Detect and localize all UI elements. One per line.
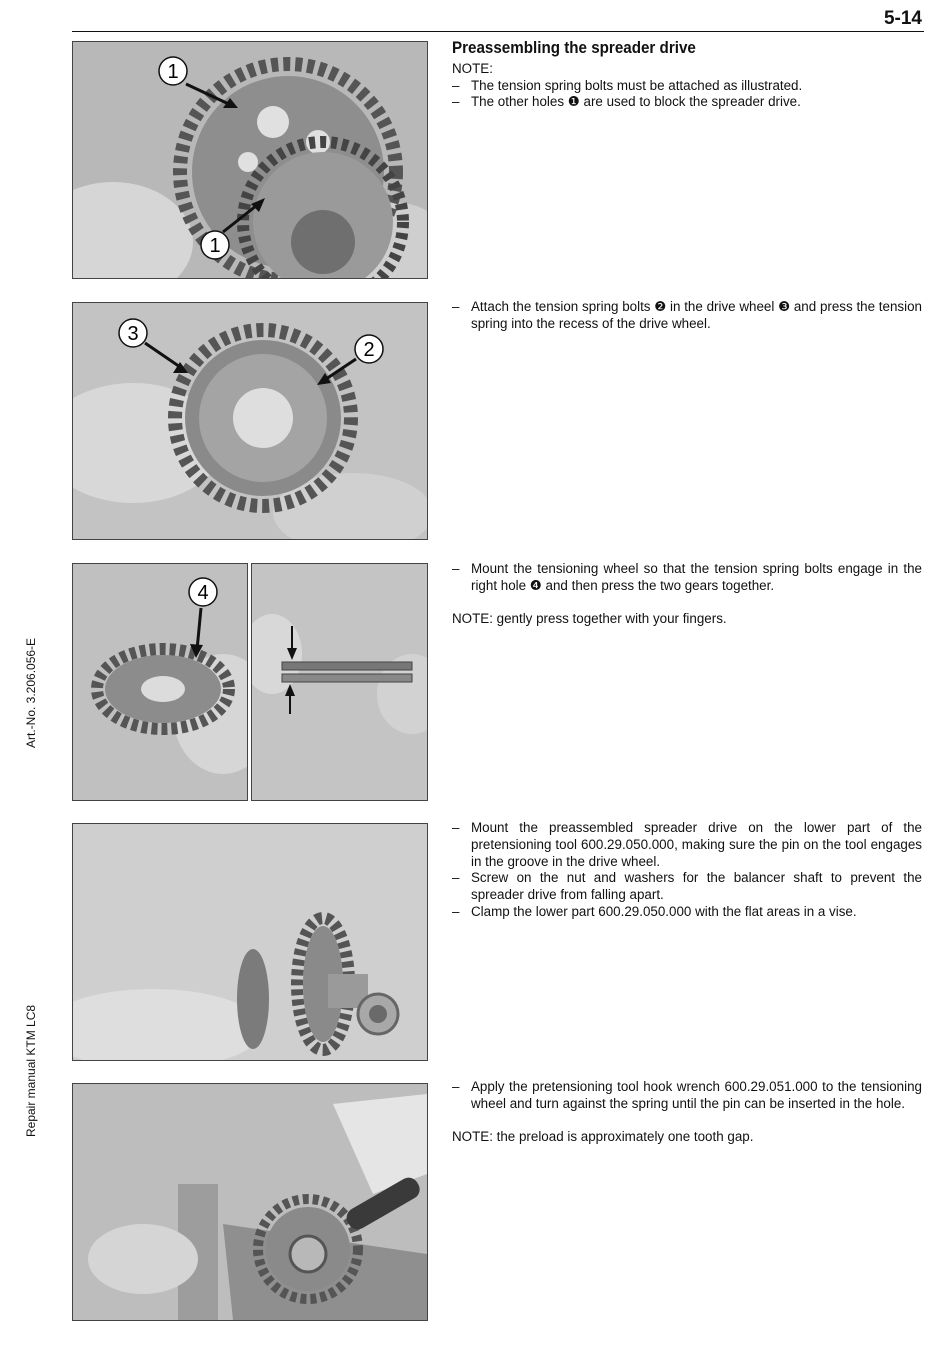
svg-text:1: 1 [209,235,221,257]
photo-hook-wrench [72,1083,428,1321]
pressed-gears-illustration [252,564,427,800]
tensioning-wheel-illustration [73,564,247,800]
section-preassembling [452,40,922,111]
note-text: NOTE: gently press together with your fingers. [452,610,727,626]
section-title: Preassembling the spreader drive [452,39,696,57]
manual-title: Repair manual KTM LC8 [24,1004,38,1137]
list-item: – Attach the tension spring bolts ❷ in the drive wheel ❸ and press the tension spring into the recess of the drive wheel. [452,299,922,333]
article-number: Art.-No. 3.206.056-E [24,637,38,748]
hook-wrench-illustration [73,1084,427,1320]
list-item: – Clamp the lower part 600.29.050.000 with the flat areas in a vise. [452,904,922,921]
section-mount-tensioning-wheel [452,561,922,627]
page-number: 5-14 [883,8,922,29]
note-text: NOTE: the preload is approximately one tooth gap. [452,1128,754,1144]
gear-pair-illustration [73,42,427,278]
list-item: – Apply the pretensioning tool hook wrench 600.29.051.000 to the tensioning wheel and turn against the spring until the pin can be inserted in the hole. [452,1079,922,1113]
list-item: – The tension spring bolts must be attached as illustrated. [452,78,922,95]
section-mount-spreader [452,820,922,921]
section-attach-bolts [452,299,922,333]
photo-spreader-gears [72,41,428,279]
drive-wheel-illustration [73,303,427,539]
svg-text:3: 3 [127,323,139,345]
svg-text:2: 2 [363,339,375,361]
list-item: – Mount the preassembled spreader drive on the lower part of the pretensioning tool 600.29.050.000, making sure the pin on the tool engages in the groove in the drive wheel. [452,820,922,870]
list-item: – The other holes ❶ are used to block the spreader drive. [452,94,922,111]
section-hook-wrench [452,1079,922,1145]
list-item: – Mount the tensioning wheel so that the tension spring bolts engage in the right hole ❹ and then press the two gears together. [452,561,922,595]
photo-gears-pressed [251,563,428,801]
photo-tensioning-wheel [72,563,248,801]
svg-text:1: 1 [167,61,179,83]
photo-drive-wheel [72,302,428,540]
spreader-on-tool-illustration [73,824,427,1060]
list-item: – Screw on the nut and washers for the balancer shaft to prevent the spreader drive from falling apart. [452,870,922,904]
photo-spreader-on-tool [72,823,428,1061]
note-label: NOTE: [452,60,493,76]
header-rule [72,31,924,32]
svg-text:4: 4 [197,582,209,604]
